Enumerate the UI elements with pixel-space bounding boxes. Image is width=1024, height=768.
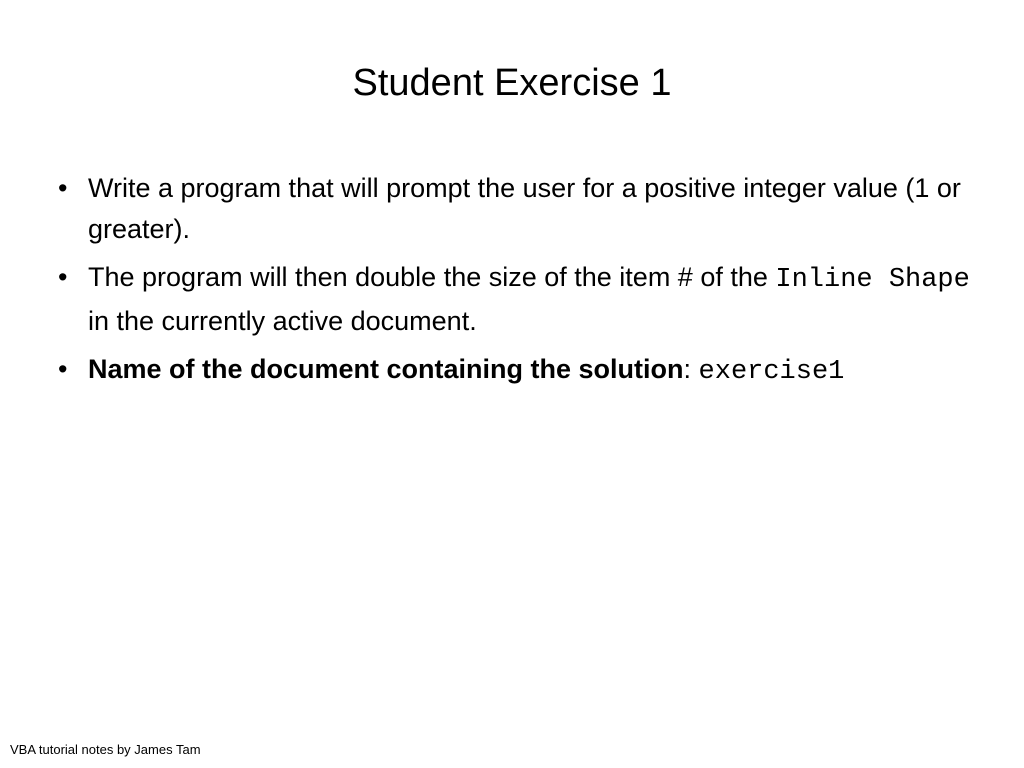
separator: : xyxy=(683,354,692,384)
bullet-list xyxy=(58,168,978,400)
bullet-marker: • xyxy=(58,173,68,203)
slide-title: Student Exercise 1 xyxy=(352,62,672,104)
bullet-text: The program will then double the size of the item # of the xyxy=(88,262,768,292)
bullet-marker: • xyxy=(58,354,68,384)
bullet-text: in the currently active document. xyxy=(88,306,477,336)
inline-code: Inline Shape xyxy=(775,265,970,295)
bullet-item-solution-name xyxy=(58,349,978,393)
footer-text: VBA tutorial notes by James Tam xyxy=(10,742,201,757)
bullet-text: Write a program that will prompt the user for a positive integer value (1 or greater). xyxy=(88,173,961,244)
bullet-item-prompt xyxy=(58,168,978,250)
inline-code: exercise1 xyxy=(698,357,845,387)
bullet-bold-text: Name of the document containing the solution xyxy=(88,354,684,384)
bullet-item-double-size xyxy=(58,257,978,342)
bullet-marker: • xyxy=(58,262,68,292)
